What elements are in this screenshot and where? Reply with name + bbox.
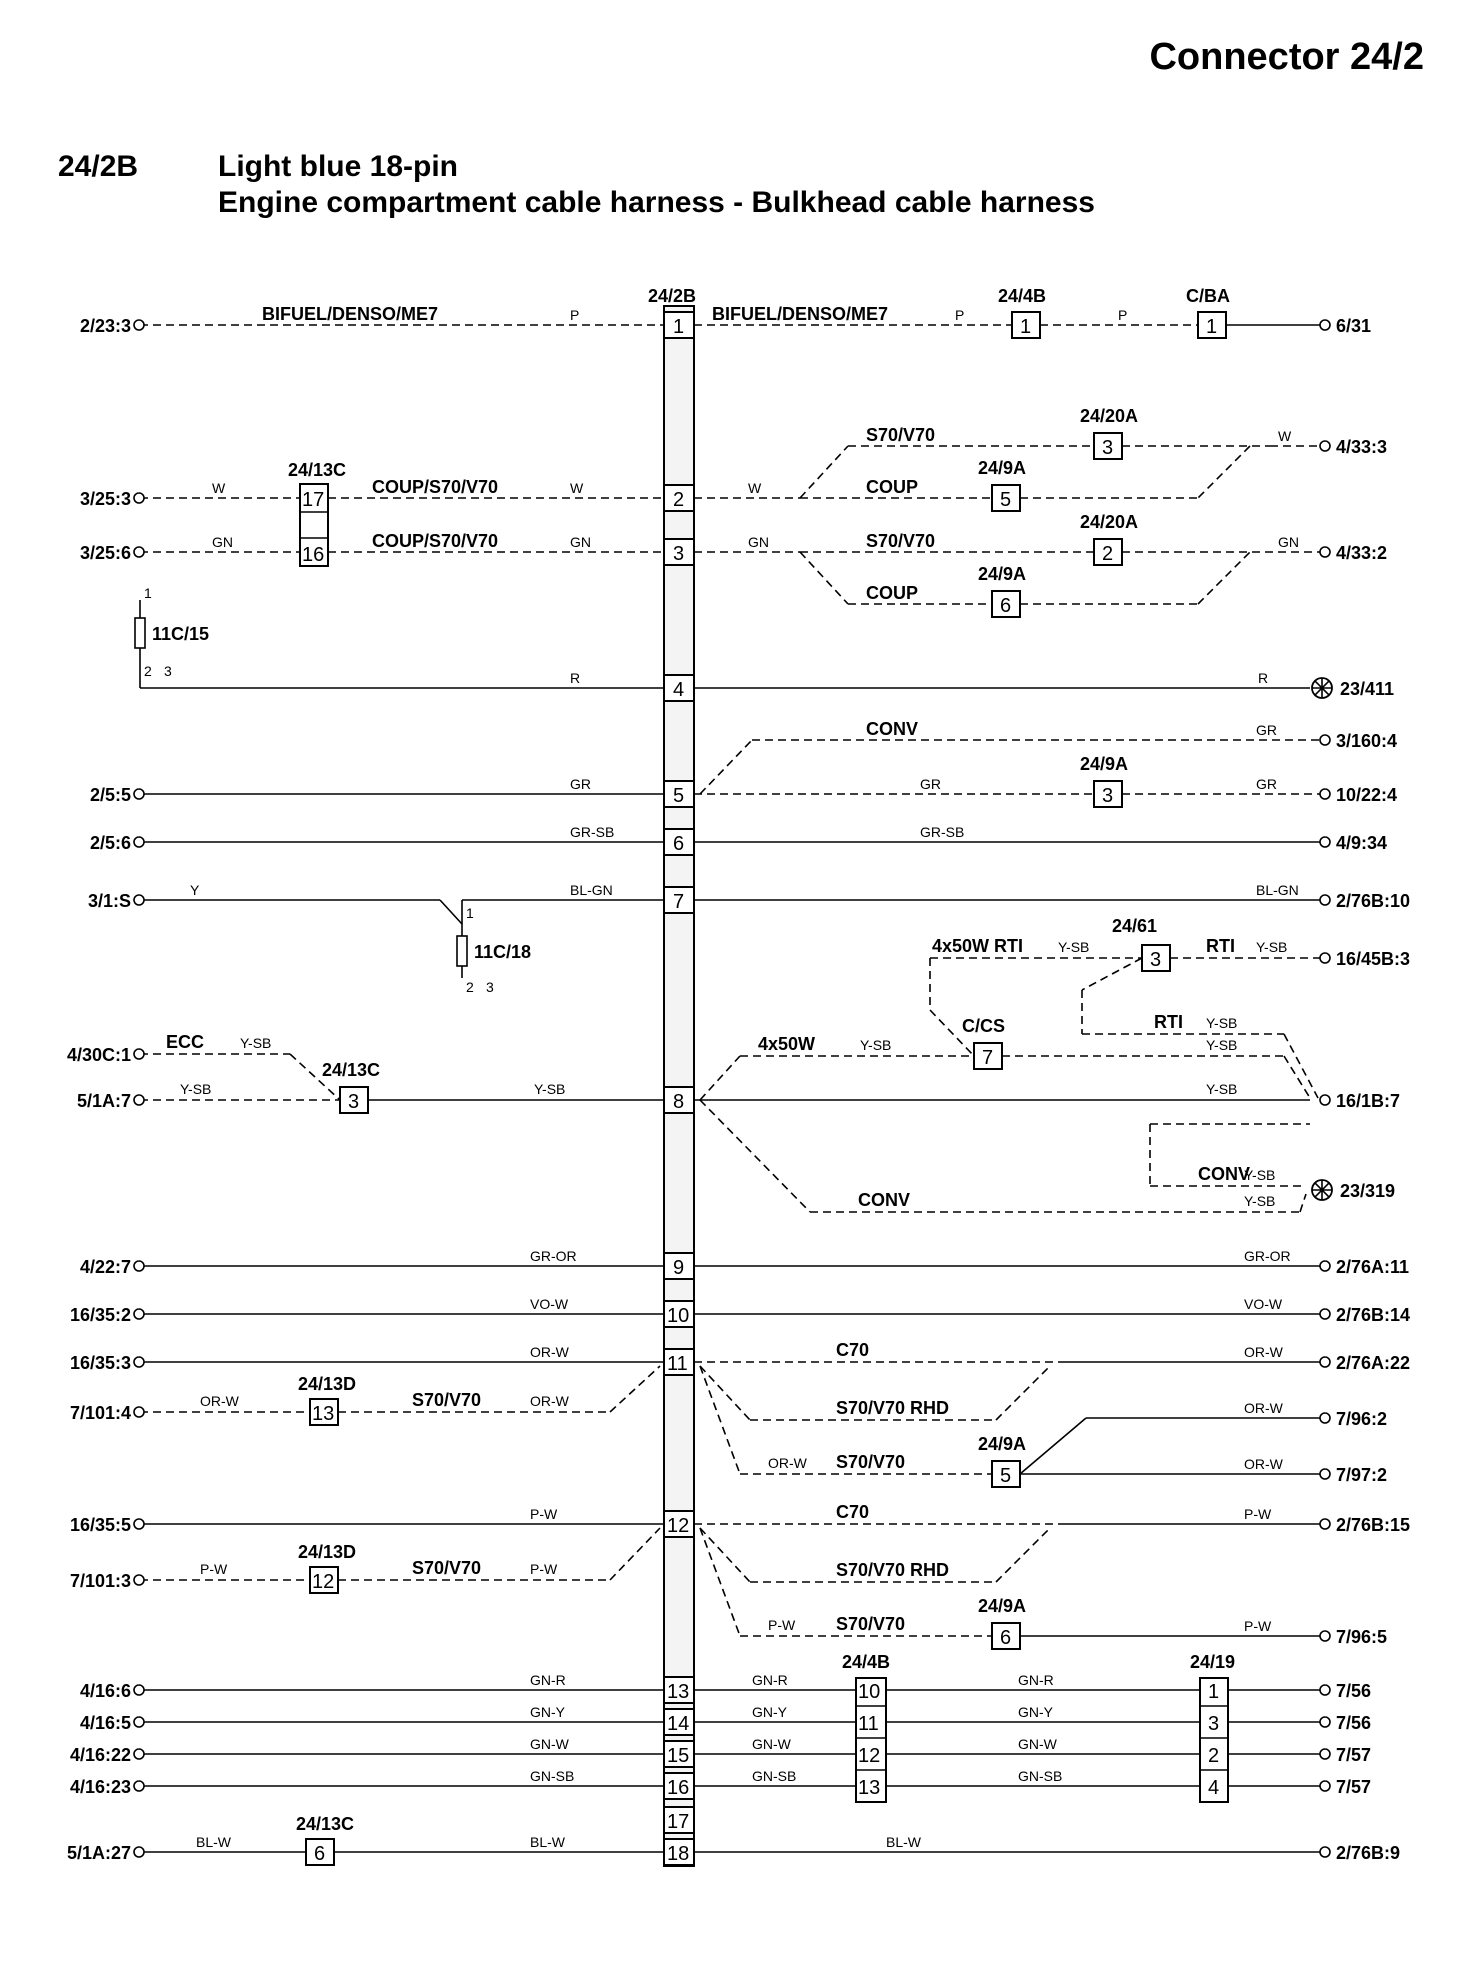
sub-connector-label: 24/61 [1112,916,1158,936]
wire-color-GN-R: GN-R [1018,1672,1054,1688]
terminal-circle [1320,1847,1330,1857]
variant-label: COUP [866,477,919,497]
terminal-circle [1320,1717,1330,1727]
wire-color-GN-SB: GN-SB [752,1768,797,1784]
variant-label: 4x50W RTI [932,936,1024,956]
sub-connector-label: 24/13C [322,1060,381,1080]
wire-color-P-W: P-W [1244,1618,1272,1634]
left-terminal-label: 3/1:S [87,891,131,911]
wire-color-GR: GR [920,776,941,792]
terminal-circle [1320,895,1330,905]
pin-number: 2 [1208,1745,1220,1767]
right-terminal-label: 4/33:3 [1336,437,1388,457]
wire-color-BL-W: BL-W [530,1834,565,1850]
left-terminal-label: 5/1A:7 [76,1091,131,1111]
fuse-pin: 2 [466,979,474,995]
wire-color-OR-W: OR-W [768,1455,807,1471]
sub-connector-label: C/CS [962,1016,1006,1036]
variant-label: S70/V70 [866,531,936,551]
wire-color-Y-SB: Y-SB [534,1081,566,1097]
terminal-circle [134,1261,144,1271]
connector-pin-number: 1 [673,316,685,338]
ground-star-icon [1312,1180,1332,1200]
wire-color-GR-SB: GR-SB [920,824,965,840]
variant-label: CONV [858,1190,911,1210]
connector-pin-number: 3 [673,543,685,565]
right-terminal-label: 2/76B:10 [1336,891,1411,911]
wire-color-GN: GN [1278,534,1299,550]
terminal-circle [134,1717,144,1727]
wire-color-W: W [212,480,226,496]
terminal-circle [134,1749,144,1759]
left-terminal-label: 7/101:3 [69,1571,131,1591]
variant-label: 4x50W [758,1034,816,1054]
wire-color-Y-SB: Y-SB [1256,939,1288,955]
connector-pin-number: 4 [673,679,685,701]
wire-color-GR: GR [570,776,591,792]
fuse-pin: 2 [144,663,152,679]
variant-label: S70/V70 RHD [836,1560,950,1580]
terminal-circle [1320,1469,1330,1479]
fuse-label: 11C/18 [474,942,532,962]
left-terminal-label: 3/25:6 [79,543,131,563]
fuse-label: 11C/15 [152,624,210,644]
connector-pin-number: 10 [667,1305,690,1327]
right-terminal-label: 7/96:2 [1336,1409,1388,1429]
right-terminal-label: 23/411 [1340,679,1395,699]
pin-number: 5 [1000,1465,1012,1487]
pin-number: 10 [858,1681,881,1703]
wire-color-Y-SB: Y-SB [1244,1193,1276,1209]
wire-color-P-W: P-W [1244,1506,1272,1522]
wire-color-GN-SB: GN-SB [1018,1768,1063,1784]
sub-connector-label: C/BA [1186,286,1230,306]
fuse-pin: 3 [486,979,494,995]
sub-connector-label: 24/9A [978,1596,1027,1616]
variant-label: CONV [866,719,919,739]
terminal-circle [1320,547,1330,557]
terminal-circle [1320,1631,1330,1641]
terminal-circle [134,1847,144,1857]
wire-color-W: W [748,480,762,496]
pin-number: 4 [1208,1777,1220,1799]
terminal-circle [1320,1309,1330,1319]
terminal-circle [134,837,144,847]
page-title: Connector 24/2 [1149,36,1424,78]
sub-connector-label: 24/9A [1080,754,1129,774]
wire-color-GN-W: GN-W [752,1736,791,1752]
pin-number: 6 [314,1843,326,1865]
wire-color-P-W: P-W [768,1617,796,1633]
sub-connector-label: 24/19 [1190,1652,1236,1672]
connector-pin-number: 6 [673,833,685,855]
pin-number: 7 [982,1047,994,1069]
left-terminal-label: 4/16:5 [79,1713,131,1733]
wire-color-P: P [1118,307,1128,323]
wire-color-Y-SB: Y-SB [860,1037,892,1053]
wire-color-OR-W: OR-W [530,1393,569,1409]
terminal-circle [1320,1095,1330,1105]
sub-connector-label: 24/13C [288,460,347,480]
right-terminal-label: 2/76B:9 [1336,1843,1401,1863]
terminal-circle [134,1095,144,1105]
terminal-circle [1320,441,1330,451]
wire-color-OR-W: OR-W [1244,1400,1283,1416]
right-terminal-label: 6/31 [1336,316,1372,336]
terminal-circle [1320,320,1330,330]
wire-color-GN-Y: GN-Y [530,1704,565,1720]
pin-number: 3 [1150,949,1162,971]
variant-label: S70/V70 [412,1558,482,1578]
wire-color-Y-SB: Y-SB [1206,1037,1238,1053]
wire-color-OR-W: OR-W [530,1344,569,1360]
terminal-circle [134,547,144,557]
pin-number: 1 [1208,1681,1220,1703]
ground-star-icon [1312,678,1332,698]
wire-color-GN-Y: GN-Y [752,1704,787,1720]
variant-label: COUP/S70/V70 [372,477,499,497]
connector-code: 24/2B [58,150,139,183]
wire-color-GN: GN [212,534,233,550]
terminal-circle [134,1519,144,1529]
wire-color-P: P [570,307,580,323]
pin-number: 1 [1206,316,1218,338]
connector-pin-number: 14 [667,1713,690,1735]
terminal-circle [134,320,144,330]
right-terminal-label: 3/160:4 [1336,731,1398,751]
terminal-circle [134,1357,144,1367]
right-terminal-label: 4/33:2 [1336,543,1388,563]
left-terminal-label: 4/30C:1 [66,1045,131,1065]
wire-color-BL-W: BL-W [886,1834,921,1850]
right-terminal-label: 4/9:34 [1336,833,1388,853]
pin-number: 5 [1000,489,1012,511]
terminal-circle [134,789,144,799]
wire-color-BL-W: BL-W [196,1834,231,1850]
variant-label: COUP/S70/V70 [372,531,499,551]
wire-color-GR-OR: GR-OR [1244,1248,1291,1264]
wire-color-GN-SB: GN-SB [530,1768,575,1784]
pin-number: 6 [1000,1627,1012,1649]
wire-color-GN-W: GN-W [530,1736,569,1752]
wire-color-P-W: P-W [530,1561,558,1577]
fuse [135,618,145,648]
variant-label: C70 [836,1502,870,1522]
terminal-circle [134,1575,144,1585]
pin-number: 17 [302,489,325,511]
connector-pin-number: 8 [673,1091,685,1113]
right-terminal-label: 23/319 [1340,1181,1396,1201]
sub-connector-label: 24/9A [978,458,1027,478]
variant-label: S70/V70 [836,1614,906,1634]
variant-label: S70/V70 RHD [836,1398,950,1418]
fuse-pin: 1 [144,585,152,601]
right-terminal-label: 16/45B:3 [1336,949,1411,969]
connector-pin-number: 15 [667,1745,690,1767]
pin-number: 12 [312,1571,335,1593]
connector-pin-number: 13 [667,1681,690,1703]
connector-pin-number: 17 [667,1811,690,1833]
sub-connector-label: 24/20A [1080,512,1139,532]
connector-label: 24/2B [648,286,697,306]
pin-number: 13 [858,1777,881,1799]
wire-color-P-W: P-W [530,1506,558,1522]
wire-color-GN: GN [748,534,769,550]
wire-color-R: R [1258,670,1269,686]
terminal-circle [1320,1685,1330,1695]
terminal-circle [134,1685,144,1695]
wire-color-GN-R: GN-R [530,1672,566,1688]
pin-number: 3 [348,1091,360,1113]
sub-connector-label: 24/20A [1080,406,1139,426]
terminal-circle [1320,789,1330,799]
wire-color-GN: GN [570,534,591,550]
wire-color-GR: GR [1256,776,1277,792]
variant-label: CONV [1198,1164,1251,1184]
terminal-circle [134,895,144,905]
wire-color-P: P [955,307,965,323]
terminal-circle [134,1407,144,1417]
left-terminal-label: 2/5:5 [89,785,131,805]
fuse-pin: 1 [466,905,474,921]
left-terminal-label: 5/1A:27 [66,1843,131,1863]
left-terminal-label: 16/35:5 [69,1515,131,1535]
wire-color-Y-SB: Y-SB [1244,1167,1276,1183]
terminal-circle [134,1309,144,1319]
right-terminal-label: 7/56 [1336,1713,1372,1733]
sub-connector-label: 24/13D [298,1542,357,1562]
terminal-circle [1320,735,1330,745]
wire-color-GR-SB: GR-SB [570,824,615,840]
left-terminal-label: 2/23:3 [79,316,131,336]
wire-color-Y-SB: Y-SB [1206,1081,1238,1097]
terminal-circle [1320,1261,1330,1271]
wire-color-Y: Y [190,882,200,898]
wire-color-Y-SB: Y-SB [180,1081,212,1097]
wire-color-BL-GN: BL-GN [570,882,613,898]
right-terminal-label: 7/96:5 [1336,1627,1388,1647]
right-terminal-label: 10/22:4 [1336,785,1398,805]
terminal-circle [134,1049,144,1059]
connector-pin-number: 9 [673,1257,685,1279]
left-terminal-label: 2/5:6 [89,833,131,853]
terminal-circle [134,493,144,503]
connector-description: Light blue 18-pin [218,150,458,183]
variant-label: RTI [1206,936,1235,956]
terminal-circle [1320,1519,1330,1529]
sub-connector-label: 24/13D [298,1374,357,1394]
sub-connector-label: 24/9A [978,1434,1027,1454]
pin-number: 2 [1102,543,1114,565]
connector-pin-number: 12 [667,1515,690,1537]
wire-color-GN-R: GN-R [752,1672,788,1688]
sub-connector-label: 24/4B [842,1652,891,1672]
right-terminal-label: 7/57 [1336,1777,1372,1797]
variant-label: S70/V70 [412,1390,482,1410]
variant-label: S70/V70 [836,1452,906,1472]
wire-color-W: W [1278,428,1292,444]
terminal-circle [1320,1749,1330,1759]
wire-color-OR-W: OR-W [200,1393,239,1409]
wire-color-GN-W: GN-W [1018,1736,1057,1752]
wire-color-GN-Y: GN-Y [1018,1704,1053,1720]
wire-color-BL-GN: BL-GN [1256,882,1299,898]
terminal-circle [1320,837,1330,847]
connector-pin-number: 11 [667,1353,688,1375]
right-terminal-label: 7/57 [1336,1745,1372,1765]
right-terminal-label: 7/97:2 [1336,1465,1388,1485]
variant-label: C70 [836,1340,870,1360]
left-terminal-label: 3/25:3 [79,489,131,509]
right-terminal-label: 2/76B:14 [1336,1305,1411,1325]
left-terminal-label: 16/35:3 [69,1353,131,1373]
fuse-pin: 3 [164,663,172,679]
left-terminal-label: 4/16:22 [69,1745,131,1765]
fuse [457,936,467,966]
terminal-circle [1320,953,1330,963]
sub-connector-label: 24/13C [296,1814,355,1834]
left-terminal-label: 16/35:2 [69,1305,131,1325]
harness-description: Engine compartment cable harness - Bulkhead cable harness [218,186,1095,219]
wire-color-Y-SB: Y-SB [1206,1015,1238,1031]
connector-pin-number: 18 [667,1843,690,1865]
wire-color-R: R [570,670,581,686]
pin-number: 12 [858,1745,881,1767]
variant-label: COUP [866,583,919,603]
wire-color-W: W [570,480,584,496]
left-terminal-label: 7/101:4 [69,1403,131,1423]
variant-label: RTI [1154,1012,1183,1032]
left-terminal-label: 4/16:23 [69,1777,131,1797]
right-terminal-label: 2/76A:11 [1336,1257,1410,1277]
wire-color-Y-SB: Y-SB [1058,939,1090,955]
terminal-circle [1320,1357,1330,1367]
connector-pin-number: 7 [673,891,685,913]
variant-label: S70/V70 [866,425,936,445]
terminal-circle [134,1781,144,1791]
variant-label: BIFUEL/DENSO/ME7 [712,304,889,324]
left-terminal-label: 4/22:7 [79,1257,131,1277]
connector-pin-number: 2 [673,489,685,511]
wire-color-GR: GR [1256,722,1277,738]
pin-number: 16 [302,544,325,566]
right-terminal-label: 2/76B:15 [1336,1515,1411,1535]
terminal-circle [1320,1781,1330,1791]
wire-color-VO-W: VO-W [1244,1296,1283,1312]
pin-number: 11 [858,1713,879,1735]
wire-color-GR-OR: GR-OR [530,1248,577,1264]
terminal-circle [1320,1413,1330,1423]
variant-label: ECC [166,1032,205,1052]
variant-label: BIFUEL/DENSO/ME7 [262,304,439,324]
right-terminal-label: 7/56 [1336,1681,1372,1701]
pin-number: 3 [1208,1713,1220,1735]
connector-pin-number: 5 [673,785,685,807]
right-terminal-label: 16/1B:7 [1336,1091,1401,1111]
wire-color-P-W: P-W [200,1561,228,1577]
wire-color-OR-W: OR-W [1244,1456,1283,1472]
pin-number: 1 [1020,316,1032,338]
pin-number: 6 [1000,595,1012,617]
left-terminal-label: 4/16:6 [79,1681,131,1701]
pin-number: 13 [312,1403,335,1425]
pin-number: 3 [1102,437,1114,459]
wire-color-Y-SB: Y-SB [240,1035,272,1051]
right-terminal-label: 2/76A:22 [1336,1353,1411,1373]
connector-pin-number: 16 [667,1777,690,1799]
wire-color-OR-W: OR-W [1244,1344,1283,1360]
wire-color-VO-W: VO-W [530,1296,569,1312]
sub-connector-label: 24/9A [978,564,1027,584]
sub-connector-label: 24/4B [998,286,1047,306]
pin-number: 3 [1102,785,1114,807]
